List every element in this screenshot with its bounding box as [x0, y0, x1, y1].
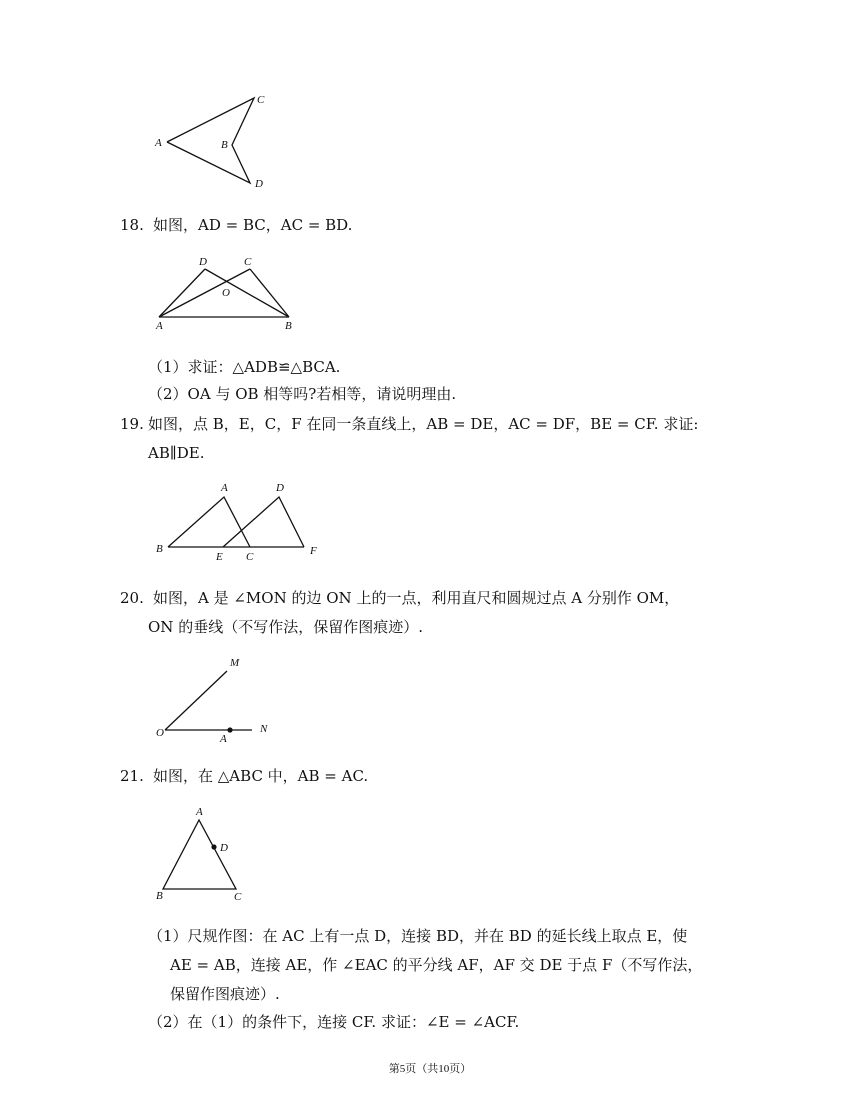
fig19-label-a: A: [221, 482, 228, 494]
fig19-label-c: C: [246, 551, 254, 563]
fig21-label-d: D: [220, 842, 228, 854]
q21-stem: 如图，在 △ABC 中，AB = AC.: [153, 767, 369, 785]
fig18-label-d: D: [199, 256, 207, 268]
fig21-label-b: B: [156, 890, 163, 902]
fig18-label-b: B: [285, 320, 292, 332]
figure-q17: [150, 88, 280, 193]
fig19-label-e: E: [216, 551, 223, 563]
fig17-label-c: C: [257, 94, 265, 106]
figure-q18: [150, 250, 310, 335]
q21-part2: （2）在（1）的条件下，连接 CF. 求证：∠E = ∠ACF.: [148, 1013, 520, 1031]
fig19-label-d: D: [276, 482, 284, 494]
fig20-label-o: O: [156, 727, 164, 739]
fig17-label-d: D: [255, 178, 263, 190]
q18-part2: （2）OA 与 OB 相等吗?若相等，请说明理由.: [148, 385, 457, 403]
q19-stem-line1: 如图，点 B，E，C，F 在同一条直线上，AB = DE，AC = DF，BE = CF. 求证:: [148, 415, 699, 433]
figure-q21: [150, 803, 250, 903]
fig20-label-m: M: [230, 657, 240, 669]
fig20-label-a: A: [220, 733, 227, 744]
figure-q19: [150, 478, 330, 566]
q20-stem-line1: 如图，A 是 ∠MON 的边 ON 上的一点，利用直尺和圆规过点 A 分别作 OM，: [153, 589, 680, 607]
fig18-label-o: O: [222, 287, 230, 299]
fig18-label-c: C: [244, 256, 252, 268]
figure-q20: [150, 652, 280, 744]
q18-number: 18.: [120, 216, 144, 234]
q21-part1-line1: （1）尺规作图：在 AC 上有一点 D，连接 BD，并在 BD 的延长线上取点 E，使: [148, 927, 688, 945]
q21-part1-line2: AE = AB，连接 AE，作 ∠EAC 的平分线 AF，AF 交 DE 于点 F（不写作法，: [170, 956, 703, 974]
q19-number: 19.: [120, 415, 144, 433]
fig19-label-b: B: [156, 543, 163, 555]
q18-stem: 如图，AD = BC，AC = BD.: [153, 216, 353, 234]
page-footer: 第5页（共10页）: [388, 1063, 472, 1075]
q19-stem-line2: AB∥DE.: [148, 444, 205, 462]
fig20-label-n: N: [260, 723, 268, 735]
q18-part1: （1）求证：△ADB≌△BCA.: [148, 358, 341, 376]
q21-number: 21.: [120, 767, 144, 785]
fig21-label-c: C: [234, 891, 242, 903]
fig18-label-a: A: [156, 320, 163, 332]
q20-number: 20.: [120, 589, 144, 607]
fig19-label-f: F: [310, 545, 317, 557]
q21-part1-line3: 保留作图痕迹）.: [170, 985, 280, 1003]
fig17-label-a: A: [155, 137, 162, 149]
fig21-label-a: A: [196, 806, 203, 818]
q20-stem-line2: ON 的垂线（不写作法，保留作图痕迹）.: [148, 618, 423, 636]
fig17-label-b: B: [221, 139, 228, 151]
